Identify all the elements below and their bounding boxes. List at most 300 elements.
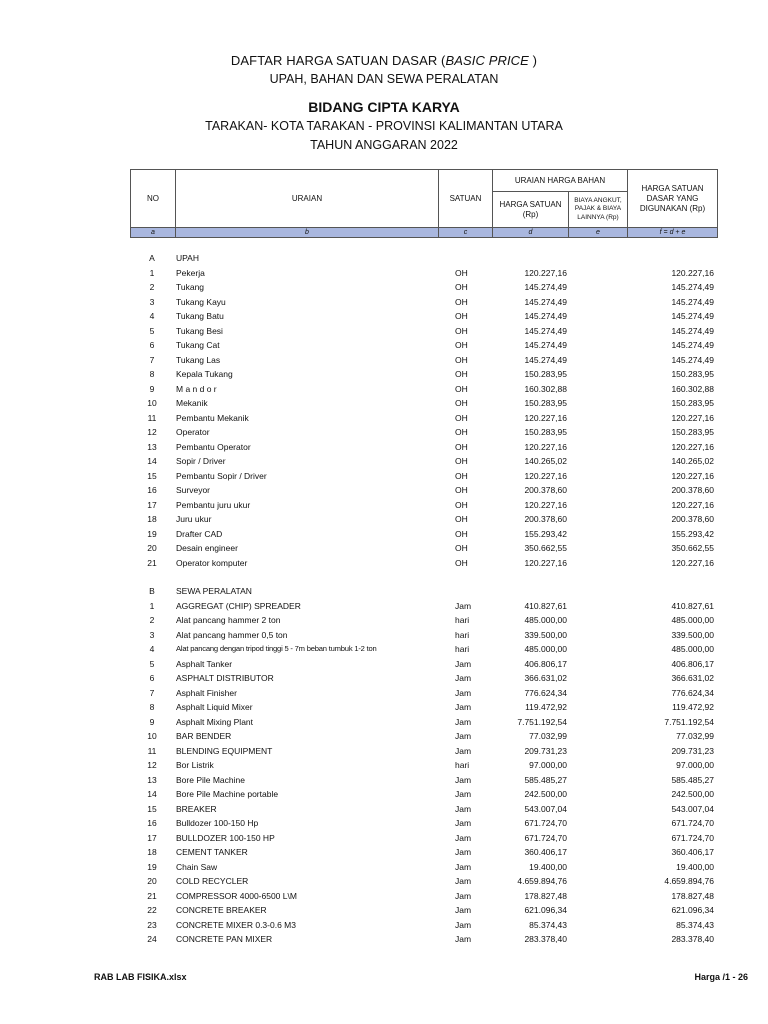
row-number: 17 bbox=[147, 833, 157, 843]
row-number: 17 bbox=[147, 500, 157, 510]
row-description: Asphalt Finisher bbox=[176, 688, 237, 698]
row-unit-price: 140.265,02 bbox=[524, 456, 567, 466]
row-description: CONCRETE MIXER 0.3-0.6 M3 bbox=[176, 920, 296, 930]
row-number: 13 bbox=[147, 442, 157, 452]
table-row bbox=[0, 700, 768, 714]
header-harga-satuan-dasar: HARGA SATUAN DASAR YANG DIGUNAKAN (Rp) bbox=[628, 170, 718, 228]
row-base-price: 200.378,60 bbox=[671, 514, 714, 524]
row-number: 8 bbox=[149, 702, 155, 712]
row-description: BAR BENDER bbox=[176, 731, 232, 741]
row-base-price: 543.007,04 bbox=[671, 804, 714, 814]
row-base-price: 485.000,00 bbox=[671, 615, 714, 625]
section-header bbox=[0, 584, 768, 598]
row-number: 10 bbox=[147, 731, 157, 741]
table-row bbox=[0, 425, 768, 439]
table-row bbox=[0, 295, 768, 309]
table-row bbox=[0, 686, 768, 700]
row-unit: Jam bbox=[455, 862, 472, 872]
letter-d: d bbox=[493, 228, 569, 238]
row-description: Surveyor bbox=[176, 485, 211, 495]
row-base-price: 242.500,00 bbox=[671, 789, 714, 799]
row-number: 13 bbox=[147, 775, 157, 785]
row-unit: OH bbox=[455, 514, 468, 524]
footer-file-name: RAB LAB FISIKA.xlsx bbox=[94, 972, 187, 982]
table-row bbox=[0, 889, 768, 903]
row-unit-price: 4.659.894,76 bbox=[517, 876, 567, 886]
row-description: AGGREGAT (CHIP) SPREADER bbox=[176, 601, 301, 611]
row-number: 10 bbox=[147, 398, 157, 408]
row-unit-price: 120.227,16 bbox=[524, 500, 567, 510]
row-unit: OH bbox=[455, 282, 468, 292]
row-number: 24 bbox=[147, 934, 157, 944]
row-base-price: 406.806,17 bbox=[671, 659, 714, 669]
title-prefix: DAFTAR HARGA SATUAN DASAR ( bbox=[230, 53, 446, 68]
row-unit: OH bbox=[455, 340, 468, 350]
row-unit: OH bbox=[455, 456, 468, 466]
table-row bbox=[0, 338, 768, 352]
row-unit-price: 671.724,70 bbox=[524, 833, 567, 843]
row-description: Tukang Batu bbox=[176, 311, 224, 321]
row-number: 6 bbox=[149, 673, 155, 683]
section-title: UPAH bbox=[176, 253, 199, 263]
table-row bbox=[0, 715, 768, 729]
table-row bbox=[0, 309, 768, 323]
table-row bbox=[0, 527, 768, 541]
table-row bbox=[0, 469, 768, 483]
row-unit-price: 410.827,61 bbox=[524, 601, 567, 611]
row-unit: Jam bbox=[455, 876, 472, 886]
row-description: CONCRETE BREAKER bbox=[176, 905, 267, 915]
row-unit: Jam bbox=[455, 659, 472, 669]
row-unit-price: 119.472,92 bbox=[525, 702, 567, 712]
table-row bbox=[0, 498, 768, 512]
table-row bbox=[0, 787, 768, 801]
table-row bbox=[0, 860, 768, 874]
row-unit-price: 7.751.192,54 bbox=[517, 717, 567, 727]
table-row bbox=[0, 831, 768, 845]
row-base-price: 145.274,49 bbox=[671, 355, 714, 365]
row-unit: hari bbox=[455, 644, 470, 654]
row-base-price: 621.096,34 bbox=[671, 905, 714, 915]
row-description: Alat pancang hammer 0,5 ton bbox=[176, 630, 288, 640]
row-description: Drafter CAD bbox=[176, 529, 223, 539]
row-base-price: 145.274,49 bbox=[671, 340, 714, 350]
row-description: Mekanik bbox=[176, 398, 208, 408]
table-row bbox=[0, 628, 768, 642]
row-unit-price: 200.378,60 bbox=[524, 514, 567, 524]
row-unit-price: 120.227,16 bbox=[524, 558, 567, 568]
row-unit-price: 120.227,16 bbox=[524, 268, 567, 278]
table-row bbox=[0, 657, 768, 671]
table-row bbox=[0, 671, 768, 685]
letter-a: a bbox=[131, 228, 176, 238]
row-unit-price: 406.806,17 bbox=[524, 659, 567, 669]
row-unit-price: 97.000,00 bbox=[529, 760, 567, 770]
row-description: Bore Pile Machine bbox=[176, 775, 245, 785]
row-unit-price: 339.500,00 bbox=[524, 630, 567, 640]
row-unit: OH bbox=[455, 471, 468, 481]
row-unit-price: 543.007,04 bbox=[524, 804, 567, 814]
row-unit: hari bbox=[455, 615, 470, 625]
row-unit-price: 178.827,48 bbox=[524, 891, 567, 901]
row-base-price: 77.032,99 bbox=[676, 731, 714, 741]
row-base-price: 150.283,95 bbox=[671, 398, 714, 408]
row-description: Asphalt Mixing Plant bbox=[176, 717, 254, 727]
row-unit-price: 145.274,49 bbox=[524, 297, 567, 307]
row-description: Asphalt Tanker bbox=[176, 659, 233, 669]
row-description: Operator komputer bbox=[176, 558, 248, 568]
row-number: 11 bbox=[147, 413, 157, 423]
row-base-price: 145.274,49 bbox=[671, 311, 714, 321]
row-unit: Jam bbox=[455, 702, 472, 712]
row-description: Pembantu Mekanik bbox=[176, 413, 249, 423]
row-description: ASPHALT DISTRIBUTOR bbox=[176, 673, 274, 683]
row-unit: OH bbox=[455, 398, 468, 408]
row-description: Tukang Besi bbox=[176, 326, 223, 336]
row-base-price: 155.293,42 bbox=[671, 529, 714, 539]
row-unit-price: 150.283,95 bbox=[524, 398, 567, 408]
row-unit-price: 145.274,49 bbox=[524, 311, 567, 321]
row-unit-price: 120.227,16 bbox=[524, 413, 567, 423]
row-base-price: 119.472,92 bbox=[672, 702, 714, 712]
row-base-price: 671.724,70 bbox=[671, 833, 714, 843]
row-base-price: 160.302,88 bbox=[671, 384, 714, 394]
table-row bbox=[0, 454, 768, 468]
row-base-price: 145.274,49 bbox=[671, 282, 714, 292]
row-description: Desain engineer bbox=[176, 543, 238, 553]
row-number: 9 bbox=[149, 384, 155, 394]
row-unit-price: 366.631,02 bbox=[524, 673, 567, 683]
row-description: Bor Listrik bbox=[176, 760, 214, 770]
row-unit-price: 120.227,16 bbox=[524, 471, 567, 481]
row-unit: Jam bbox=[455, 905, 472, 915]
row-base-price: 120.227,16 bbox=[671, 413, 714, 423]
row-unit-price: 150.283,95 bbox=[524, 427, 567, 437]
table-row bbox=[0, 483, 768, 497]
table-row bbox=[0, 874, 768, 888]
title-italic: BASIC PRICE bbox=[445, 53, 529, 68]
header-biaya-angkut: BIAYA ANGKUT, PAJAK & BIAYA LAINNYA (Rp) bbox=[569, 192, 628, 228]
row-base-price: 209.731,23 bbox=[671, 746, 714, 756]
letter-b: b bbox=[176, 228, 439, 238]
letter-e: e bbox=[569, 228, 628, 238]
row-base-price: 178.827,48 bbox=[671, 891, 714, 901]
row-unit-price: 485.000,00 bbox=[524, 644, 567, 654]
row-unit: Jam bbox=[455, 688, 472, 698]
row-base-price: 150.283,95 bbox=[671, 427, 714, 437]
row-unit: Jam bbox=[455, 818, 472, 828]
row-number: 21 bbox=[147, 891, 157, 901]
table-row bbox=[0, 903, 768, 917]
row-number: 16 bbox=[147, 485, 157, 495]
row-unit: Jam bbox=[455, 934, 472, 944]
row-base-price: 19.400,00 bbox=[676, 862, 714, 872]
table-row bbox=[0, 845, 768, 859]
row-description: COMPRESSOR 4000-6500 L\M bbox=[176, 891, 297, 901]
table-row bbox=[0, 411, 768, 425]
footer-page-number: Harga /1 - 26 bbox=[694, 972, 748, 982]
table-row bbox=[0, 744, 768, 758]
table-row bbox=[0, 396, 768, 410]
year-line: TAHUN ANGGARAN 2022 bbox=[310, 138, 458, 152]
row-unit-price: 155.293,42 bbox=[524, 529, 567, 539]
row-unit: hari bbox=[455, 760, 470, 770]
section-header bbox=[0, 251, 768, 265]
table-row bbox=[0, 440, 768, 454]
row-unit-price: 242.500,00 bbox=[524, 789, 567, 799]
row-number: 20 bbox=[147, 876, 157, 886]
row-number: 21 bbox=[147, 558, 157, 568]
row-base-price: 140.265,02 bbox=[671, 456, 714, 466]
row-unit: OH bbox=[455, 558, 468, 568]
row-description: Pembantu Operator bbox=[176, 442, 251, 452]
row-number: 5 bbox=[149, 326, 155, 336]
row-unit-price: 485.000,00 bbox=[524, 615, 567, 625]
row-unit-price: 283.378,40 bbox=[524, 934, 567, 944]
row-number: 7 bbox=[149, 355, 155, 365]
header-uraian-harga-bahan: URAIAN HARGA BAHAN bbox=[493, 170, 628, 192]
field-title: BIDANG CIPTA KARYA bbox=[308, 99, 460, 115]
row-number: 18 bbox=[147, 847, 157, 857]
location-line: TARAKAN- KOTA TARAKAN - PROVINSI KALIMANTAN UTARA bbox=[205, 119, 563, 133]
title-suffix: ) bbox=[528, 53, 538, 68]
row-base-price: 120.227,16 bbox=[671, 558, 714, 568]
row-base-price: 366.631,02 bbox=[671, 673, 714, 683]
row-base-price: 145.274,49 bbox=[671, 297, 714, 307]
row-number: 20 bbox=[147, 543, 157, 553]
row-unit-price: 150.283,95 bbox=[524, 369, 567, 379]
row-base-price: 776.624,34 bbox=[671, 688, 714, 698]
row-base-price: 4.659.894,76 bbox=[664, 876, 714, 886]
row-number: 3 bbox=[149, 630, 155, 640]
row-number: 6 bbox=[149, 340, 155, 350]
row-description: Sopir / Driver bbox=[176, 456, 226, 466]
row-base-price: 150.283,95 bbox=[671, 369, 714, 379]
row-description: Tukang Cat bbox=[176, 340, 220, 350]
table-row bbox=[0, 918, 768, 932]
row-description: Pembantu Sopir / Driver bbox=[176, 471, 267, 481]
row-number: 2 bbox=[149, 282, 155, 292]
row-unit: OH bbox=[455, 442, 468, 452]
table-row bbox=[0, 367, 768, 381]
table-row bbox=[0, 382, 768, 396]
row-description: CEMENT TANKER bbox=[176, 847, 248, 857]
row-unit-price: 145.274,49 bbox=[524, 282, 567, 292]
row-unit: Jam bbox=[455, 789, 472, 799]
table-row bbox=[0, 324, 768, 338]
row-unit: OH bbox=[455, 355, 468, 365]
row-description: Operator bbox=[176, 427, 210, 437]
row-number: 18 bbox=[147, 514, 157, 524]
row-number: 4 bbox=[149, 644, 155, 654]
header-harga-satuan-rp: HARGA SATUAN (Rp) bbox=[493, 192, 569, 228]
document-subtitle: UPAH, BAHAN DAN SEWA PERALATAN bbox=[269, 72, 499, 86]
row-number: 12 bbox=[147, 427, 157, 437]
section-title: SEWA PERALATAN bbox=[176, 586, 252, 596]
row-unit: OH bbox=[455, 311, 468, 321]
row-number: 23 bbox=[147, 920, 157, 930]
row-unit-price: 621.096,34 bbox=[524, 905, 567, 915]
section-code: A bbox=[149, 253, 155, 263]
row-unit-price: 209.731,23 bbox=[524, 746, 567, 756]
table-row bbox=[0, 541, 768, 555]
table-row bbox=[0, 280, 768, 294]
row-base-price: 671.724,70 bbox=[671, 818, 714, 828]
letter-c: c bbox=[439, 228, 493, 238]
row-description: M a n d o r bbox=[176, 384, 217, 394]
table-row bbox=[0, 642, 768, 656]
row-description: Tukang bbox=[176, 282, 205, 292]
table-row bbox=[0, 613, 768, 627]
row-number: 7 bbox=[149, 688, 155, 698]
row-number: 11 bbox=[147, 746, 157, 756]
row-base-price: 283.378,40 bbox=[671, 934, 714, 944]
row-base-price: 7.751.192,54 bbox=[664, 717, 714, 727]
row-base-price: 585.485,27 bbox=[671, 775, 714, 785]
row-unit-price: 360.406,17 bbox=[524, 847, 567, 857]
row-base-price: 350.662,55 bbox=[671, 543, 714, 553]
row-unit-price: 160.302,88 bbox=[524, 384, 567, 394]
table-row bbox=[0, 512, 768, 526]
row-number: 15 bbox=[147, 471, 157, 481]
row-description: Asphalt Liquid Mixer bbox=[176, 702, 253, 712]
row-base-price: 120.227,16 bbox=[671, 471, 714, 481]
row-unit: Jam bbox=[455, 891, 472, 901]
letter-f: f = d + e bbox=[628, 228, 718, 238]
row-description: Tukang Las bbox=[176, 355, 221, 365]
row-description: BULLDOZER 100-150 HP bbox=[176, 833, 275, 843]
row-unit: OH bbox=[455, 500, 468, 510]
row-unit: Jam bbox=[455, 833, 472, 843]
row-number: 14 bbox=[147, 456, 157, 466]
row-number: 8 bbox=[149, 369, 155, 379]
row-unit: OH bbox=[455, 384, 468, 394]
row-unit: Jam bbox=[455, 920, 472, 930]
row-unit: OH bbox=[455, 427, 468, 437]
row-description: COLD RECYCLER bbox=[176, 876, 249, 886]
row-unit-price: 350.662,55 bbox=[524, 543, 567, 553]
row-base-price: 97.000,00 bbox=[676, 760, 714, 770]
row-base-price: 485.000,00 bbox=[671, 644, 714, 654]
section-code: B bbox=[149, 586, 155, 596]
row-description: Pembantu juru ukur bbox=[176, 500, 251, 510]
row-number: 16 bbox=[147, 818, 157, 828]
row-base-price: 360.406,17 bbox=[671, 847, 714, 857]
row-unit: hari bbox=[455, 630, 470, 640]
row-description: Pekerja bbox=[176, 268, 205, 278]
price-table-header bbox=[130, 169, 718, 238]
header-no: NO bbox=[131, 170, 176, 228]
row-unit-price: 200.378,60 bbox=[524, 485, 567, 495]
row-unit-price: 145.274,49 bbox=[524, 340, 567, 350]
row-unit: Jam bbox=[455, 804, 472, 814]
row-base-price: 339.500,00 bbox=[671, 630, 714, 640]
row-description: Bore Pile Machine portable bbox=[176, 789, 279, 799]
document-title bbox=[0, 53, 768, 68]
row-unit: Jam bbox=[455, 731, 472, 741]
row-description: Chain Saw bbox=[176, 862, 218, 872]
row-unit-price: 671.724,70 bbox=[524, 818, 567, 828]
row-number: 19 bbox=[147, 529, 157, 539]
row-unit: Jam bbox=[455, 775, 472, 785]
row-number: 22 bbox=[147, 905, 157, 915]
row-description: Alat pancang dengan tripod tinggi 5 - 7m beban tumbuk 1-2 ton bbox=[176, 644, 377, 653]
row-unit: OH bbox=[455, 543, 468, 553]
row-unit: OH bbox=[455, 326, 468, 336]
row-unit-price: 145.274,49 bbox=[524, 326, 567, 336]
row-base-price: 145.274,49 bbox=[671, 326, 714, 336]
table-row bbox=[0, 266, 768, 280]
row-unit: Jam bbox=[455, 601, 472, 611]
row-unit: OH bbox=[455, 297, 468, 307]
table-row bbox=[0, 729, 768, 743]
row-number: 2 bbox=[149, 615, 155, 625]
row-unit: Jam bbox=[455, 847, 472, 857]
row-number: 1 bbox=[149, 601, 155, 611]
row-number: 19 bbox=[147, 862, 157, 872]
row-unit-price: 19.400,00 bbox=[529, 862, 567, 872]
row-number: 12 bbox=[147, 760, 157, 770]
row-base-price: 120.227,16 bbox=[671, 442, 714, 452]
table-row bbox=[0, 802, 768, 816]
row-unit-price: 776.624,34 bbox=[524, 688, 567, 698]
row-base-price: 120.227,16 bbox=[671, 500, 714, 510]
table-row bbox=[0, 599, 768, 613]
row-description: Tukang Kayu bbox=[176, 297, 226, 307]
row-base-price: 410.827,61 bbox=[671, 601, 714, 611]
table-row bbox=[0, 353, 768, 367]
table-row bbox=[0, 556, 768, 570]
row-description: Bulldozer 100-150 Hp bbox=[176, 818, 259, 828]
table-row bbox=[0, 773, 768, 787]
row-description: BREAKER bbox=[176, 804, 217, 814]
row-base-price: 200.378,60 bbox=[671, 485, 714, 495]
table-row bbox=[0, 758, 768, 772]
table-row bbox=[0, 932, 768, 946]
row-unit: Jam bbox=[455, 717, 472, 727]
row-number: 5 bbox=[149, 659, 155, 669]
row-base-price: 85.374,43 bbox=[676, 920, 714, 930]
row-unit-price: 77.032,99 bbox=[529, 731, 567, 741]
row-unit: OH bbox=[455, 485, 468, 495]
header-uraian: URAIAN bbox=[176, 170, 439, 228]
row-unit: OH bbox=[455, 529, 468, 539]
row-unit-price: 145.274,49 bbox=[524, 355, 567, 365]
row-description: Juru ukur bbox=[176, 514, 212, 524]
row-number: 3 bbox=[149, 297, 155, 307]
row-unit: Jam bbox=[455, 746, 472, 756]
row-unit-price: 85.374,43 bbox=[529, 920, 567, 930]
row-unit-price: 120.227,16 bbox=[524, 442, 567, 452]
row-number: 1 bbox=[149, 268, 155, 278]
row-unit: Jam bbox=[455, 673, 472, 683]
row-number: 9 bbox=[149, 717, 155, 727]
row-number: 4 bbox=[149, 311, 155, 321]
row-unit: OH bbox=[455, 413, 468, 423]
row-unit: OH bbox=[455, 268, 468, 278]
row-description: BLENDING EQUIPMENT bbox=[176, 746, 273, 756]
row-base-price: 120.227,16 bbox=[671, 268, 714, 278]
row-description: CONCRETE PAN MIXER bbox=[176, 934, 273, 944]
row-description: Kepala Tukang bbox=[176, 369, 233, 379]
row-description: Alat pancang hammer 2 ton bbox=[176, 615, 281, 625]
row-unit: OH bbox=[455, 369, 468, 379]
table-row bbox=[0, 816, 768, 830]
row-number: 15 bbox=[147, 804, 157, 814]
row-number: 14 bbox=[147, 789, 157, 799]
row-unit-price: 585.485,27 bbox=[524, 775, 567, 785]
header-satuan: SATUAN bbox=[439, 170, 493, 228]
